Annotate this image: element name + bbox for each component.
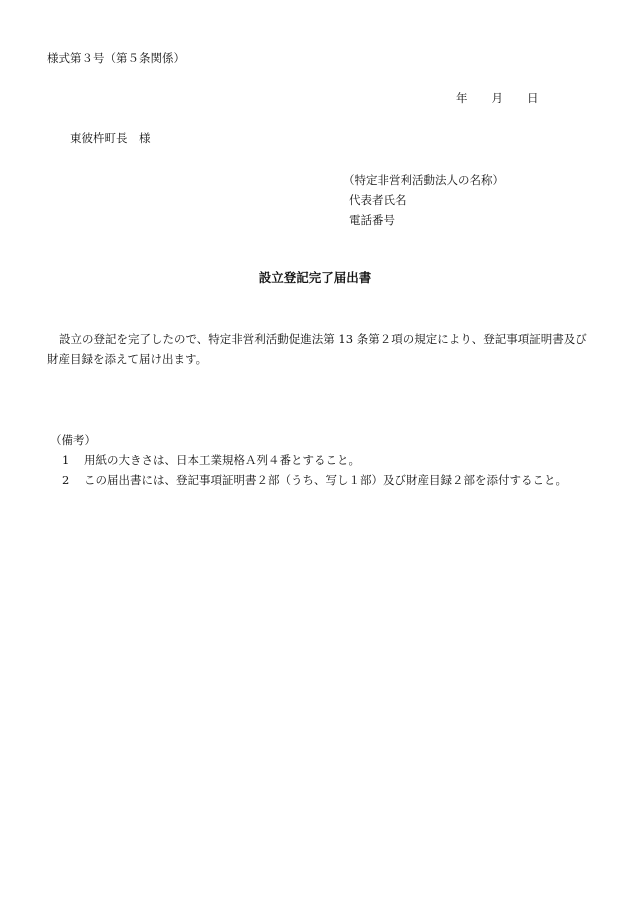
note-number: 1 [62,453,70,467]
applicant-block [343,170,504,230]
document-title: 設立登記完了届出書 [258,270,372,285]
date-line [456,90,539,106]
date-year: 年 [456,91,468,105]
applicant-org-name: （特定非営利活動法人の名称） [343,173,504,187]
note-text: この届出書には、登記事項証明書２部（うち、写し１部）及び財産目録２部を添付すること。 [84,473,567,487]
note-item [50,470,567,490]
note-text: 用紙の大きさは、日本工業規格Ａ列４番とすること。 [84,453,360,467]
applicant-phone: 電話番号 [349,213,395,227]
date-day: 日 [527,91,539,105]
applicant-representative: 代表者氏名 [349,193,407,207]
form-number: 様式第３号（第５条関係） [47,51,185,65]
note-item [50,450,567,470]
notes-section [50,430,567,490]
date-month: 月 [491,91,503,105]
body-text: 設立の登記を完了したので、特定非営利活動促進法第 13 条第２項の規定により、登記事項証明書及び財産目録を添えて届け出ます。 [47,332,587,366]
notes-heading: （備考） [50,433,96,447]
note-number: 2 [62,473,70,487]
addressee: 東彼杵町長 様 [70,131,151,145]
